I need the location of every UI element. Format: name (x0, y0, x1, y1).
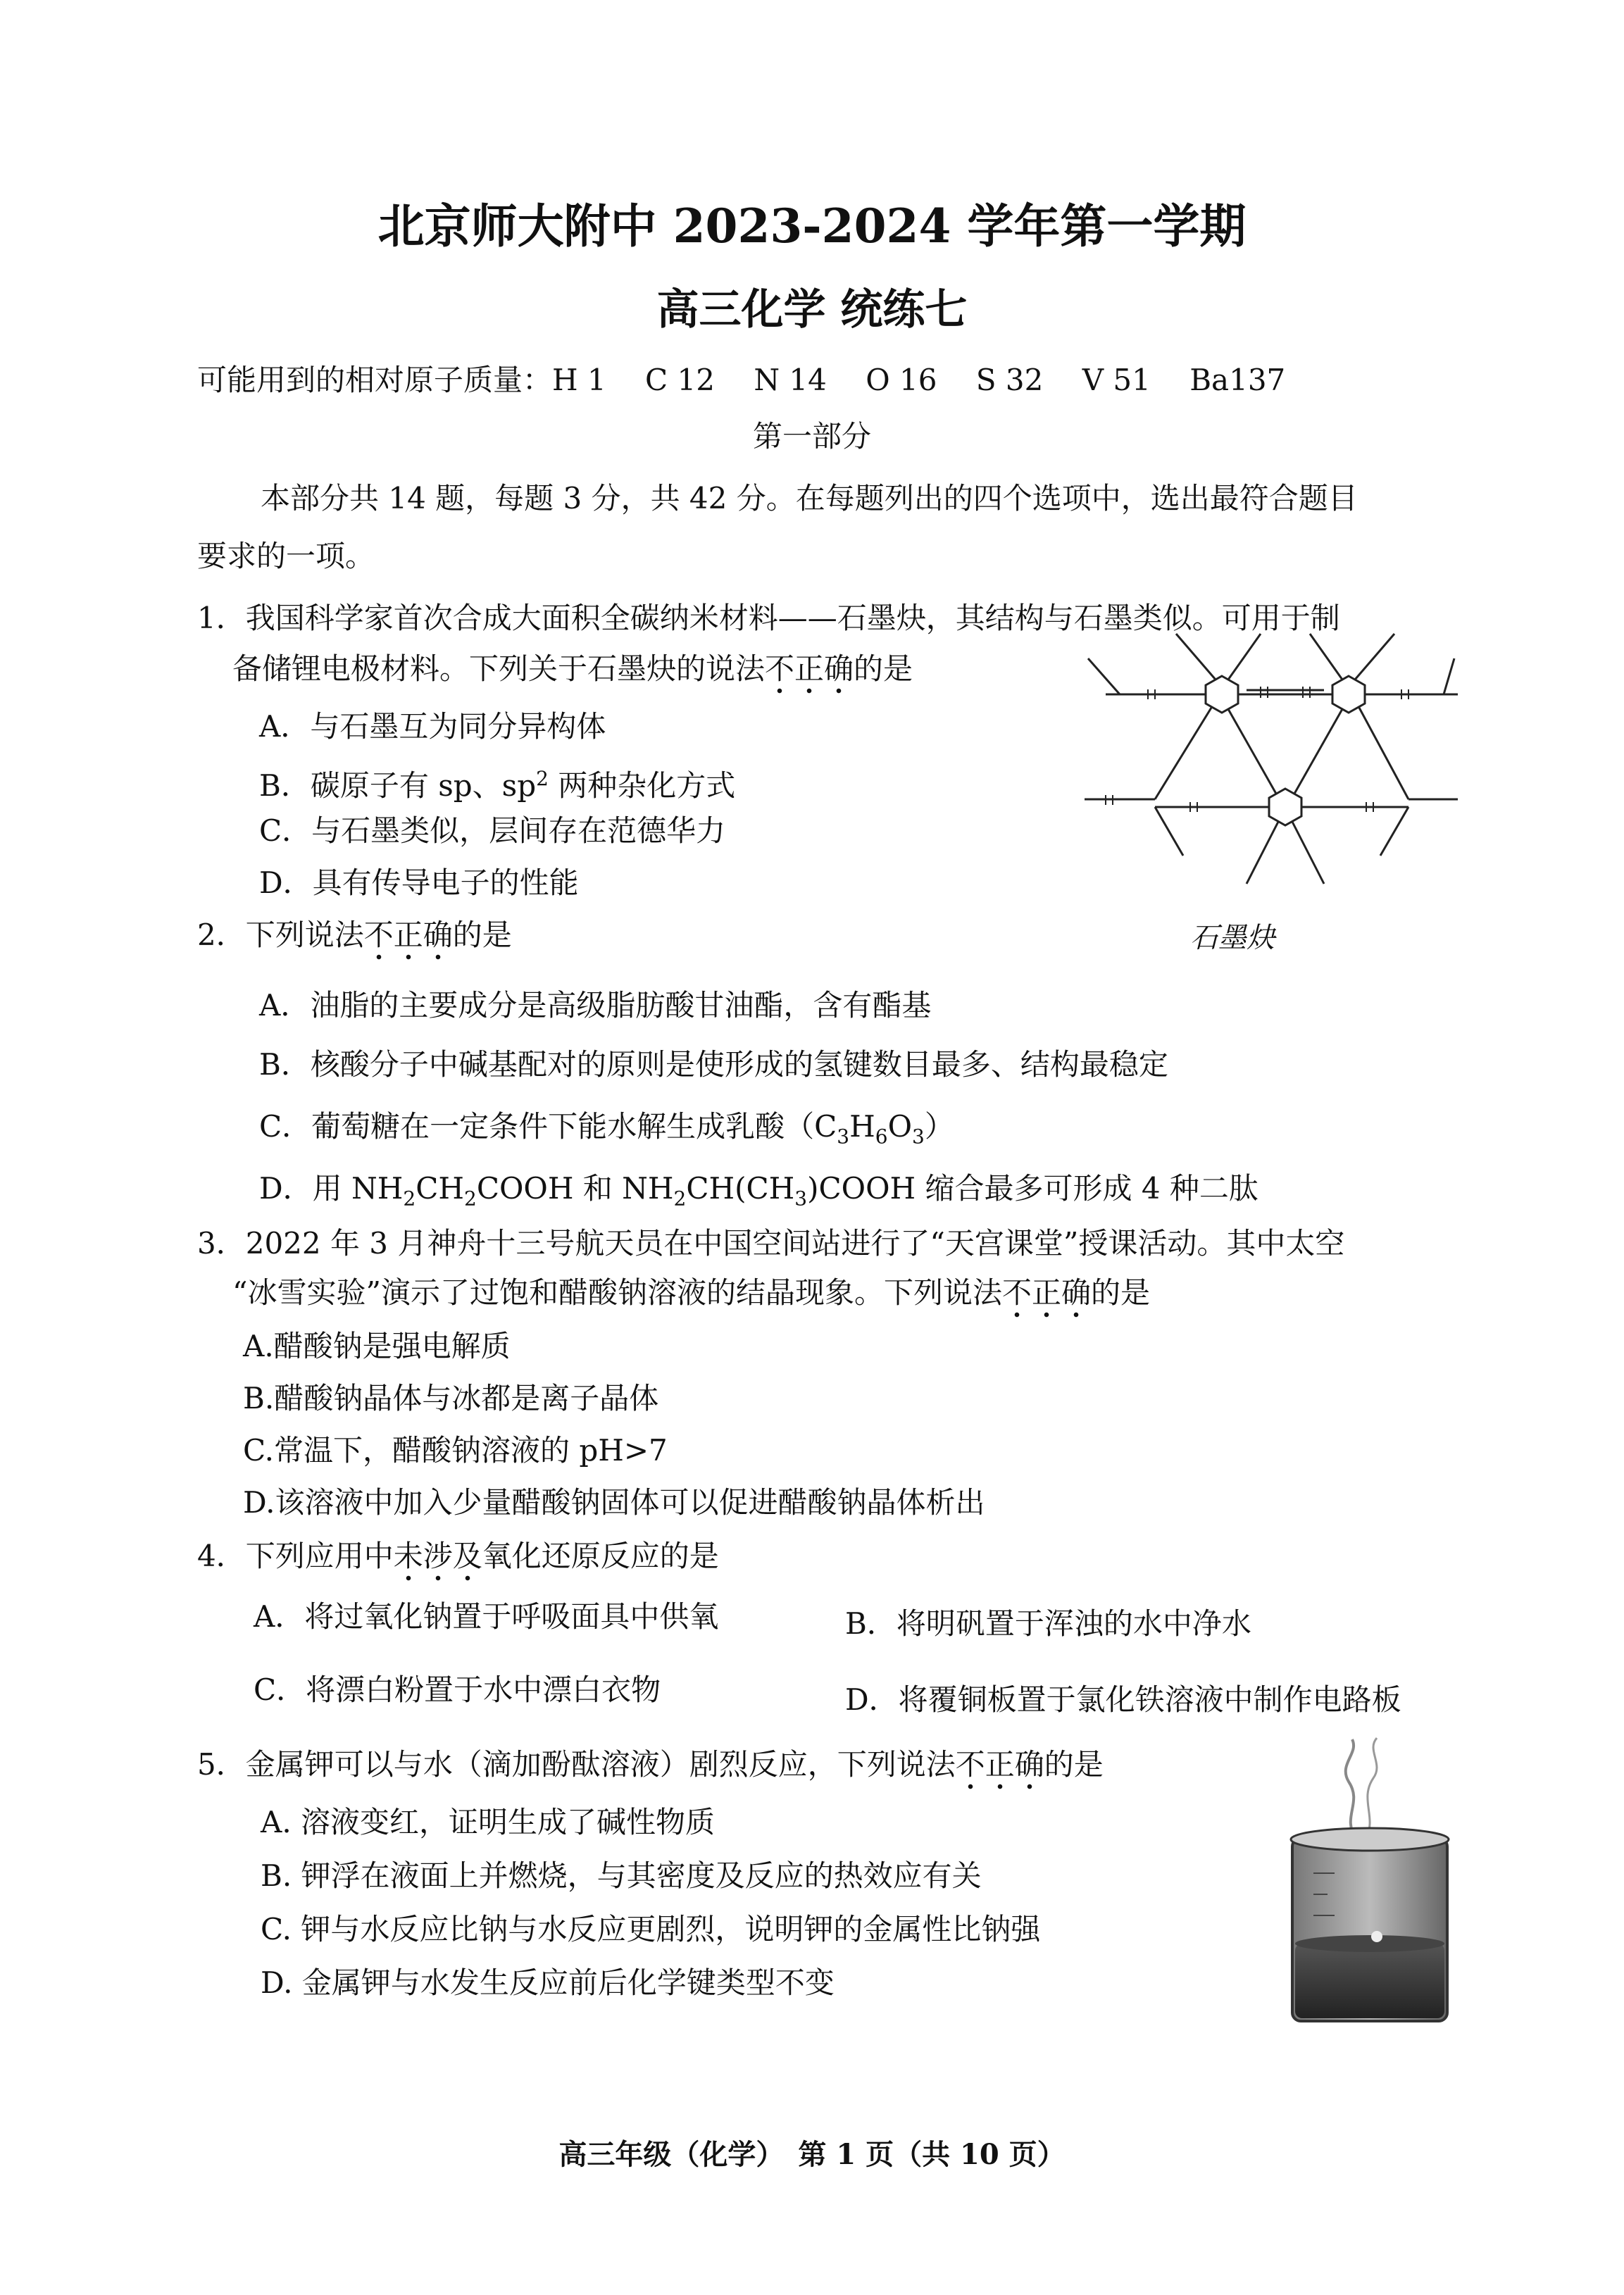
instructions-line-1: 本部分共 14 题，每题 3 分，共 42 分。在每题列出的四个选项中，选出最符合题目 (261, 481, 1358, 515)
exam-subtitle: 高三化学 统练七 (656, 285, 968, 334)
q1-stem-text: 备储锂电极材料。下列关于石墨炔的说法 (232, 651, 766, 686)
q5-option-d: D. 金属钾与水发生反应前后化学键类型不变 (261, 1965, 835, 2000)
q4-stem: 4．下列应用中未涉及氧化还原反应的是 (197, 1537, 719, 1576)
q5-option-b: B. 钾浮在液面上并燃烧，与其密度及反应的热效应有关 (261, 1858, 982, 1893)
q1-stem-end: 的是 (854, 651, 913, 686)
q1-stem-line-1: 1．我国科学家首次合成大面积全碳纳米材料——石墨炔，其结构与石墨类似。可用于制 (197, 601, 1340, 635)
q5-option-c: C. 钾与水反应比钠与水反应更剧烈，说明钾的金属性比钠强 (261, 1912, 1041, 1946)
q5-stem: 5．金属钾可以与水（滴加酚酞溶液）剧烈反应，下列说法不正确的是 (197, 1745, 1104, 1784)
q1-option-c: C．与石墨类似，层间存在范德华力 (259, 813, 726, 848)
graphyne-caption: 石墨炔 (1190, 922, 1275, 954)
q3-option-b: B.醋酸钠晶体与冰都是离子晶体 (243, 1381, 659, 1415)
q5-emphasis: 不正确 (956, 1747, 1044, 1791)
q1-option-a: A．与石墨互为同分异构体 (259, 709, 606, 744)
q4-option-c: C．将漂白粉置于水中漂白衣物 (254, 1672, 661, 1707)
beaker-reaction-image (1278, 1732, 1461, 2028)
q1-option-d: D．具有传导电子的性能 (259, 865, 579, 900)
graphyne-structure-figure (1078, 630, 1458, 926)
instructions-line-2: 要求的一项。 (197, 539, 375, 573)
q2-stem: 2．下列说法不正确的是 (197, 915, 512, 955)
q2-option-b: B．核酸分子中碱基配对的原则是使形成的氢键数目最多、结构最稳定 (259, 1047, 1168, 1082)
part-heading: 第一部分 (752, 419, 871, 454)
q4-option-b: B．将明矾置于浑浊的水中净水 (845, 1606, 1251, 1641)
q4-emphasis: 未涉及 (394, 1539, 482, 1583)
q2-option-d: D．用 $NH_2CH_2COOH$ 和 $NH_2CH(CH_3)COOH$ 缩合最多可形成 4 种二肽 (259, 1171, 1258, 1211)
q2-option-a: A．油脂的主要成分是高级脂肪酸甘油酯，含有酯基 (259, 988, 932, 1023)
q3-option-a: A.醋酸钠是强电解质 (243, 1329, 511, 1363)
q1-option-b: B．碳原子有 sp、$sp^2$ 两种杂化方式 (259, 767, 736, 803)
q2-emphasis: 不正确 (364, 918, 453, 962)
q3-stem-line-2: “冰雪实验”演示了过饱和醋酸钠溶液的结晶现象。下列说法不正确的是 (232, 1273, 1150, 1313)
q1-emphasis: 不正确 (765, 651, 854, 696)
q5-option-a: A. 溶液变红，证明生成了碱性物质 (261, 1805, 716, 1839)
q2-option-c: C．葡萄糖在一定条件下能水解生成乳酸$(C_3H_6O_3)$ (259, 1109, 954, 1149)
q1-stem-line-2 (232, 649, 913, 689)
q4-option-a: A．将过氧化钠置于呼吸面具中供氧 (254, 1599, 719, 1634)
q3-emphasis: 不正确 (1002, 1275, 1091, 1320)
atomic-masses: 可能用到的相对原子质量：H 1 C 12 N 14 O 16 S 32 V 51 Ba137 (197, 363, 1286, 397)
q3-option-c: C.常温下，醋酸钠溶液的 pH>7 (243, 1433, 668, 1468)
exam-title: 北京师大附中 2023-2024 学年第一学期 (377, 199, 1247, 254)
page-footer: 高三年级（化学） 第 1 页（共 10 页） (558, 2138, 1066, 2171)
q4-option-d: D．将覆铜板置于氯化铁溶液中制作电路板 (845, 1682, 1401, 1717)
q3-option-d: D.该溶液中加入少量醋酸钠固体可以促进醋酸钠晶体析出 (243, 1485, 985, 1520)
q3-stem-line-1: 3．2022 年 3 月神舟十三号航天员在中国空间站进行了“天宫课堂”授课活动。其中太空 (197, 1226, 1345, 1261)
